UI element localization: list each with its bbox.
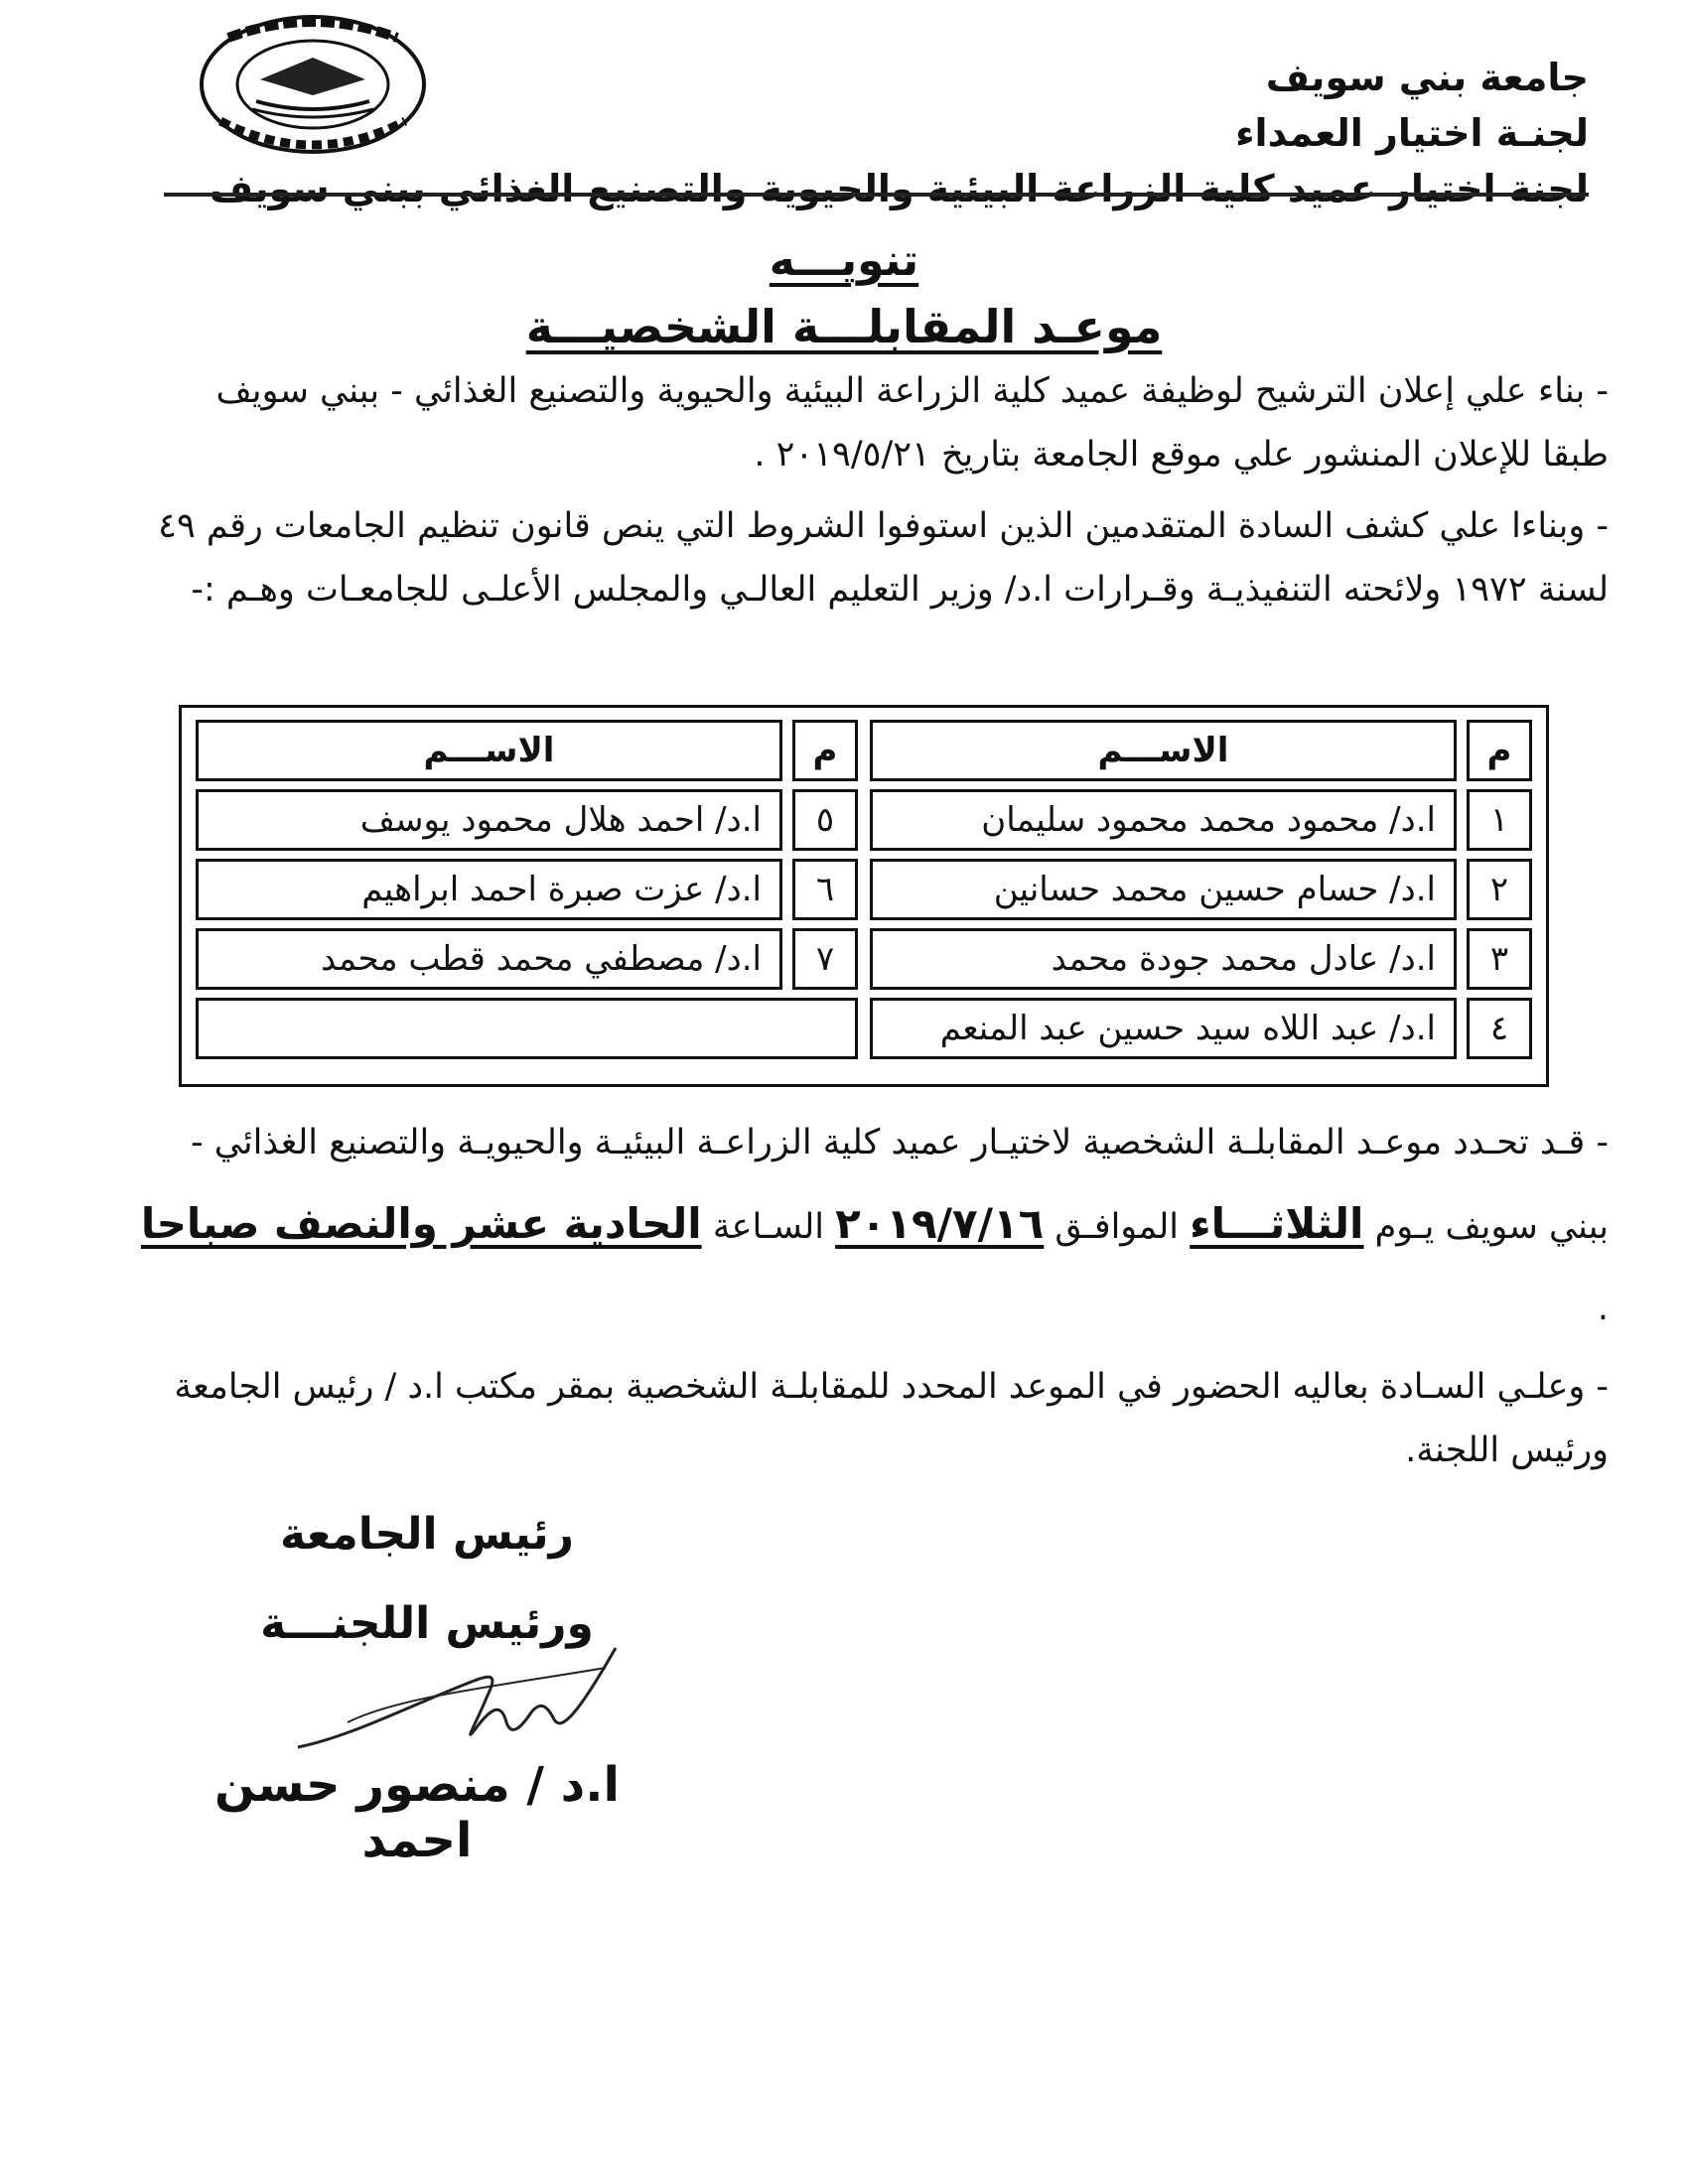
schedule-text-b: الموافـق	[1055, 1207, 1180, 1247]
table-row	[870, 998, 1532, 1059]
table-header-row	[870, 720, 1532, 781]
table-row	[870, 859, 1532, 920]
table-row	[870, 789, 1532, 851]
table-row	[870, 928, 1532, 990]
row-name: ا.د/ احمد هلال محمود يوسف	[196, 789, 782, 851]
row-name: ا.د/ عادل محمد جودة محمد	[870, 928, 1457, 990]
row-name: ا.د/ عبد اللاه سيد حسين عبد المنعم	[870, 998, 1457, 1059]
header-num: م	[1467, 720, 1532, 781]
signatory-name: ا.د / منصور حسن احمد	[214, 1757, 620, 1868]
document-titles	[0, 230, 1688, 359]
row-name: ا.د/ مصطفي محمد قطب محمد	[196, 928, 782, 990]
paragraph-schedule	[139, 1102, 1609, 1349]
table-header-row	[196, 720, 858, 781]
row-name: ا.د/ حسام حسين محمد حسانين	[870, 859, 1457, 920]
row-num: ٦	[792, 859, 858, 920]
candidates-table	[179, 705, 1549, 1087]
table-row	[196, 928, 858, 990]
schedule-text-c: السـاعة	[712, 1207, 824, 1247]
row-num: ١	[1467, 789, 1532, 851]
paragraph-attendance: - وعلـي السـادة بعاليه الحضور في الموعد المحدد للمقابلـة الشخصية بمقر مكتب ا.د / رئيس الجامعة ورئيس اللجنة.	[174, 1367, 1609, 1470]
interview-day: الثلاثـــاء	[1190, 1199, 1364, 1248]
table-row-empty	[196, 998, 858, 1059]
interview-date: ٢٠١٩/٧/١٦	[835, 1199, 1045, 1248]
row-num: ٤	[1467, 998, 1532, 1059]
schedule-end: .	[1597, 1289, 1609, 1328]
table-row	[196, 789, 858, 851]
candidates-column-right	[870, 720, 1532, 1072]
table-row	[196, 859, 858, 920]
header-num: م	[792, 720, 858, 781]
paragraph-candidates: - وبناءا علي كشف السادة المتقدمين الذين استوفوا الشروط التي ينص قانون تنظيم الجامعات رقم ٤٩ لسنة ١٩٧٢ ولائحته التنفيذيـة وقـرارات ا.د/ وزير التعليم العالـي والمجلس الأعلـى للجامعـات وهـم :-	[158, 506, 1609, 610]
notice-title: تنويـــه	[769, 235, 919, 286]
committee-name: لجنـة اختيار العمداء	[1235, 111, 1589, 155]
row-name: ا.د/ محمود محمد محمود سليمان	[870, 789, 1457, 851]
header-divider	[164, 193, 1589, 197]
signature-title-chair: ورئيس اللجنـــة	[260, 1598, 594, 1649]
row-num: ٢	[1467, 859, 1532, 920]
candidates-column-left	[196, 720, 858, 1072]
schedule-text-a: - قـد تحـدد موعـد المقابلـة الشخصية لاختيـار عميد كلية الزراعـة البيئيـة والحيويـة والتصنيع الغذائي - ببني سويف يـوم	[190, 1123, 1609, 1247]
paragraph-announcement: - بناء علي إعلان الترشيح لوظيفة عميد كلية الزراعة البيئية والحيوية والتصنيع الغذائي - ببني سويف طبقا للإعلان المنشور علي موقع الجامعة بتاريخ ٢٠١٩/٥/٢١ .	[215, 371, 1609, 475]
subject-title: موعـد المقابلـــة الشخصيـــة	[525, 300, 1163, 353]
letterhead	[209, 50, 1589, 216]
signature-title-president: رئيس الجامعة	[280, 1509, 574, 1560]
handwritten-signature-icon	[288, 1628, 626, 1777]
row-num: ٧	[792, 928, 858, 990]
row-num: ٣	[1467, 928, 1532, 990]
empty-cell	[196, 998, 858, 1059]
interview-time: الحادية عشر والنصف صباحا	[140, 1199, 702, 1248]
row-name: ا.د/ عزت صبرة احمد ابراهيم	[196, 859, 782, 920]
university-name: جامعة بني سويف	[1265, 56, 1589, 99]
header-name: الاســـم	[870, 720, 1457, 781]
header-name: الاســـم	[196, 720, 782, 781]
sub-committee-name: لجنة اختيار عميد كلية الزراعة البيئية والحيوية والتصنيع الغذائي ببني سويف	[209, 167, 1589, 210]
row-num: ٥	[792, 789, 858, 851]
